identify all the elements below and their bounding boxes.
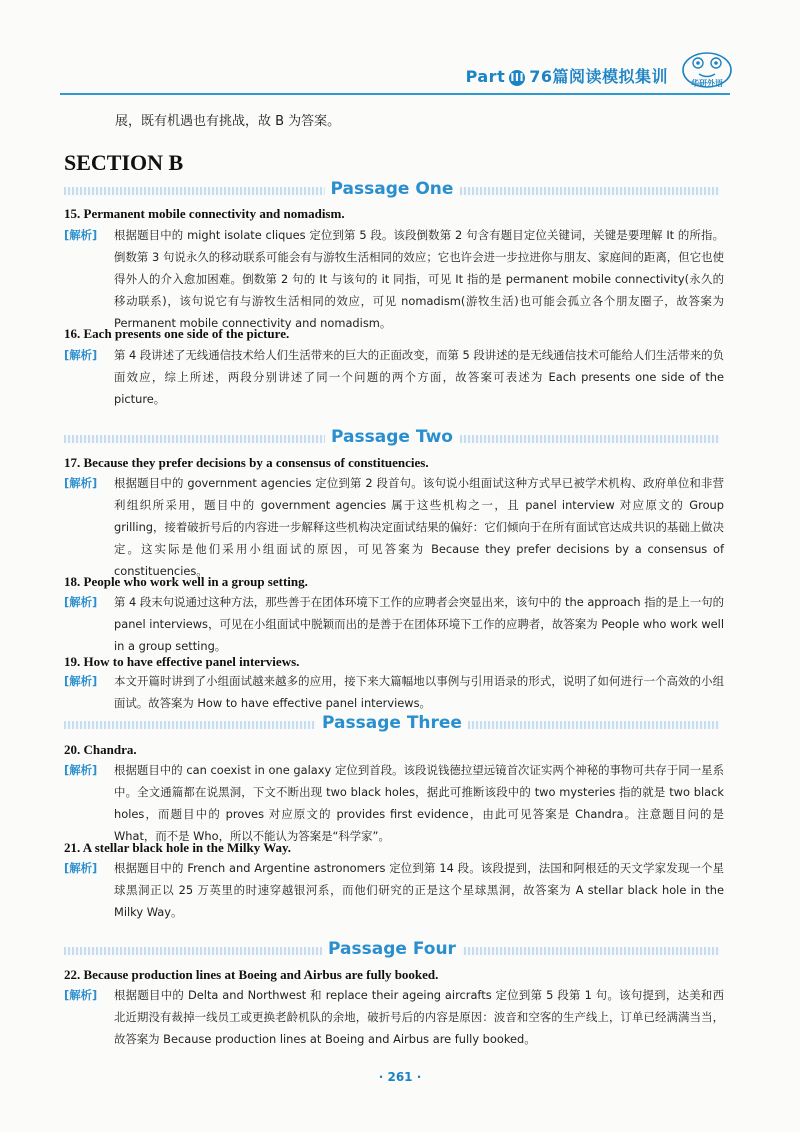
analysis-tag: [解析] <box>64 763 98 777</box>
explanation-text: 第 4 段讲述了无线通信技术给人们生活带来的巨大的正面改变，而第 5 段讲述的是无线通信技术可能给人们生活带来的负面效应，综上所述，两段分别讲述了同一个问题的两个方面，故答案可表述为 Each presents one side of the picture。 <box>114 348 724 406</box>
part-number-badge: III <box>510 71 525 84</box>
explanation-17 <box>64 472 724 582</box>
passage-two-heading <box>64 428 720 450</box>
passage-title: Passage Four <box>322 939 462 959</box>
analysis-tag: [解析] <box>64 988 98 1002</box>
analysis-tag: [解析] <box>64 861 98 875</box>
logo-text: 华研外语 <box>691 79 723 88</box>
question-15: 15. Permanent mobile connectivity and nomadism. <box>64 206 345 221</box>
explanation-15 <box>64 224 724 334</box>
explanation-text: 第 4 段末句说通过这种方法，那些善于在团体环境下工作的应聘者会突显出来，该句中的 the approach 指的是上一句的 panel interviews，可见在小组面试中脱颖而出的是善于在团体环境下工作的应聘者，故答案为 People who work well in a group setting。 <box>114 595 724 653</box>
explanation-18 <box>64 591 724 657</box>
explanation-text: 根据题目中的 can coexist in one galaxy 定位到首段。该段说钱德拉望远镜首次证实两个神秘的事物可共存于同一星系中。全文通篇都在说黑洞，下文不断出现 two black holes，据此可推断该段中的 two mysteries 指的就是 two black holes，而题目中的 proves 对应原文的 provides first evidence，由此可见答案是 Chandra。注意题目问的是 What，而不是 Who，所以不能认为答案是“科学家”。 <box>114 763 724 843</box>
question-16: 16. Each presents one side of the picture. <box>64 326 290 341</box>
passage-title: Passage Three <box>316 713 468 733</box>
explanation-22 <box>64 984 724 1050</box>
header-title <box>466 64 668 87</box>
explanation-text: 本文开篇时讲到了小组面试越来越多的应用，接下来大篇幅地以事例与引用语录的形式，说明了如何进行一个高效的小组面试。故答案为 How to have effective panel interviews。 <box>114 674 724 710</box>
passage-title: Passage One <box>325 179 460 199</box>
explanation-16 <box>64 344 724 410</box>
explanation-text: 根据题目中的 Delta and Northwest 和 replace their ageing aircrafts 定位到第 5 段第 1 句。该句提到，达美和西北近期没有裁掉一线员工或更换老龄机队的余地，破折号后的内容是原因：波音和空客的生产线上，订单已经满满当当，故答案为 Because production lines at Boeing and Airbus are fully booked。 <box>114 988 724 1046</box>
question-22: 22. Because production lines at Boeing and Airbus are fully booked. <box>64 967 439 982</box>
analysis-tag: [解析] <box>64 674 98 688</box>
continued-text: 展，既有机遇也有挑战，故 B 为答案。 <box>115 114 341 129</box>
publisher-logo <box>676 48 738 98</box>
frog-logo-icon <box>676 48 738 98</box>
question-20: 20. Chandra. <box>64 742 137 757</box>
question-18: 18. People who work well in a group setting. <box>64 574 308 589</box>
explanation-text: 根据题目中的 French and Argentine astronomers 定位到第 14 段。该段提到，法国和阿根廷的天文学家发现一个星球黑洞正以 25 万英里的时速穿越银河系，而他们研究的正是这个星球黑洞，故答案为 A stellar black hole in the Milky Way。 <box>114 861 724 919</box>
explanation-19 <box>64 670 724 714</box>
section-title: SECTION B <box>64 150 184 175</box>
analysis-tag: [解析] <box>64 348 98 362</box>
explanation-20 <box>64 759 724 847</box>
page-number: · 261 · <box>378 1070 422 1084</box>
explanation-text: 根据题目中的 government agencies 定位到第 2 段首句。该句说小组面试这种方式早已被学术机构、政府单位和非营利组织所采用，题目中的 government agencies 属于这些机构之一，且 panel interview 对应原文的 Group grilling，接着破折号后的内容进一步解释这些机构决定面试结果的偏好：它们倾向于在所有面试官达成共识的基础上做决定。这实际是他们采用小组面试的原因，可见答案为 Because they prefer decisions by a consensus of constituencies。 <box>114 476 724 578</box>
book-title: 76篇阅读模拟集训 <box>529 67 668 86</box>
question-21: 21. A stellar black hole in the Milky Way. <box>64 840 292 855</box>
explanation-text: 根据题目中的 might isolate cliques 定位到第 5 段。该段倒数第 2 句含有题目定位关键词，关键是要理解 It 的所指。倒数第 3 句说永久的移动联系可能会有与游牧生活相同的效应；它也许会进一步拉进你与朋友、家庭间的距离，但它也使得外人的介入愈加困难。倒数第 2 句的 It 与该句的 it 同指，可见 It 指的是 permanent mobile connectivity(永久的移动联系)，该句说它有与游牧生活相同的效应，可见 nomadism(游牧生活)也可能会孤立各个朋友圈子，故答案为 Permanent mobile connectivity and nomadism。 <box>114 228 724 330</box>
analysis-tag: [解析] <box>64 476 98 490</box>
question-17: 17. Because they prefer decisions by a consensus of constituencies. <box>64 455 429 470</box>
analysis-tag: [解析] <box>64 595 98 609</box>
analysis-tag: [解析] <box>64 228 98 242</box>
passage-one-heading <box>64 180 720 202</box>
part-label: Part <box>465 67 506 86</box>
passage-title: Passage Two <box>325 427 459 447</box>
header-rule <box>60 93 730 95</box>
passage-three-heading <box>64 714 720 736</box>
explanation-21 <box>64 857 724 923</box>
question-19: 19. How to have effective panel interviews. <box>64 654 300 669</box>
page-header <box>0 0 800 100</box>
passage-four-heading <box>64 940 720 962</box>
